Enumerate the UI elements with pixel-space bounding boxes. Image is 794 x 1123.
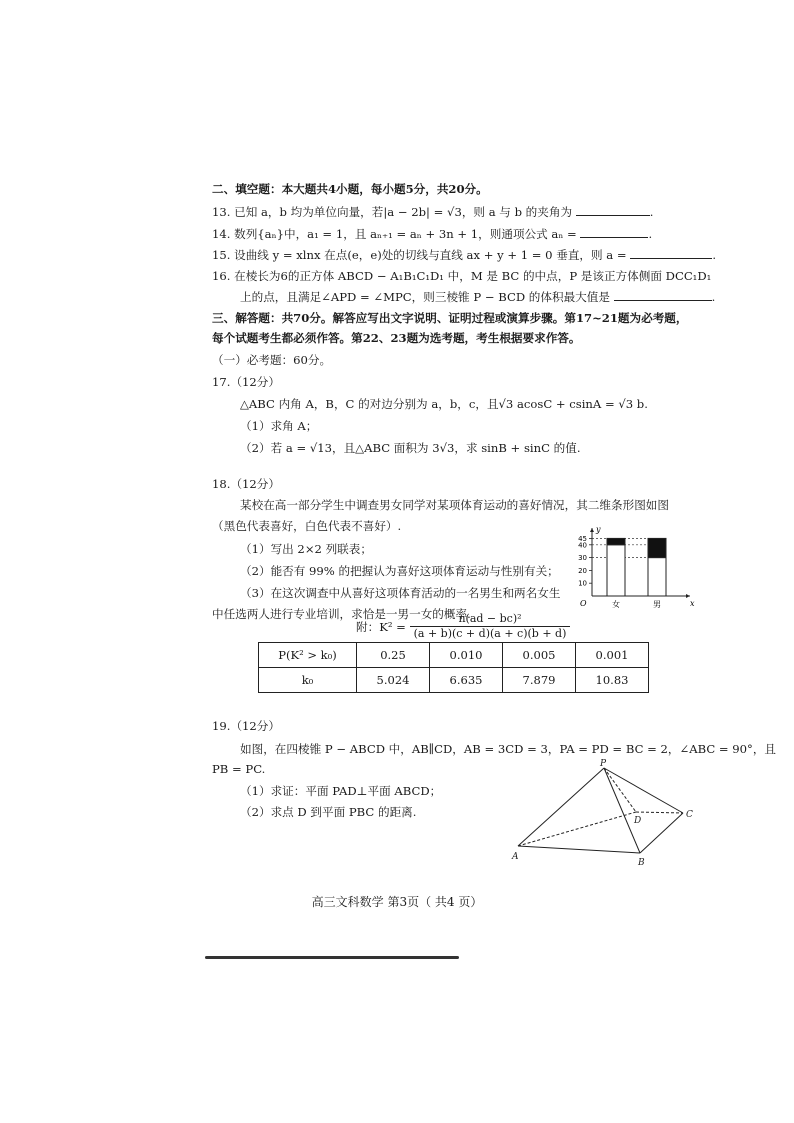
vertex-label-C: C bbox=[686, 810, 693, 820]
question-18-part3-line2: 中任选两人进行专业培训，求恰是一男一女的概率. bbox=[212, 607, 471, 621]
formula-denominator: (a + b)(c + d)(a + c)(b + d) bbox=[413, 627, 567, 640]
question-19-number: 19.（12分） bbox=[212, 719, 280, 733]
question-18-part1: （1）写出 2×2 列联表； bbox=[240, 542, 372, 556]
question-15: 15. 设曲线 y = xlnx 在点(e，e)处的切线与直线 ax + y + 1 = 0 垂直，则 a = . bbox=[212, 248, 716, 262]
bar-segment-dislike bbox=[648, 558, 666, 596]
edge-BC bbox=[640, 813, 683, 853]
section3-heading-line1: 三、解答题：共70分。解答应写出文字说明、证明过程或演算步骤。第17~21题为必考题， bbox=[212, 311, 688, 325]
x-category-label: 男 bbox=[653, 600, 661, 609]
question-18-stem-line1: 某校在高一部分学生中调查男女同学对某项体育运动的喜好情况，其二维条形图如图 bbox=[240, 498, 669, 512]
table-cell: 0.010 bbox=[430, 643, 503, 668]
table-cell: 0.25 bbox=[357, 643, 430, 668]
page-footer: 高三文科数学 第3页（ 共4 页） bbox=[311, 895, 483, 909]
section2-heading: 二、填空题：本大题共4小题，每小题5分，共20分。 bbox=[212, 182, 488, 196]
question-16-text: 上的点，且满足∠APD = ∠MPC，则三棱锥 P − BCD 的体积最大值是 bbox=[240, 290, 610, 304]
table-cell: 7.879 bbox=[503, 668, 576, 693]
question-17-stem: △ABC 内角 A，B，C 的对边分别为 a，b，c，且√3 acosC + csinA = √3 b. bbox=[240, 397, 648, 411]
question-19-part1: （1）求证：平面 PAD⊥平面 ABCD； bbox=[240, 784, 442, 798]
question-19-stem-line2: PB = PC. bbox=[212, 762, 266, 776]
table-cell: 5.024 bbox=[357, 668, 430, 693]
answer-blank-14 bbox=[580, 225, 648, 238]
bar-segment-dislike bbox=[607, 545, 625, 596]
vertex-label-B: B bbox=[638, 858, 645, 868]
vertex-label-P: P bbox=[600, 759, 607, 769]
origin-label: O bbox=[580, 599, 587, 608]
question-19-stem-line1: 如图，在四棱锥 P − ABCD 中，AB∥CD，AB = 3CD = 3，PA = PD = BC = 2，∠ABC = 90°，且 bbox=[240, 742, 777, 756]
question-16-line2: 上的点，且满足∠APD = ∠MPC，则三棱锥 P − BCD 的体积最大值是 . bbox=[240, 290, 716, 304]
y-axis-arrow bbox=[590, 528, 594, 532]
x-axis-label: x bbox=[690, 599, 695, 608]
question-18-part3-line1: （3）在这次调查中从喜好这项体育活动的一名男生和两名女生 bbox=[240, 586, 561, 600]
y-axis-label: y bbox=[596, 525, 601, 534]
table-row bbox=[259, 643, 649, 668]
question-19-part2: （2）求点 D 到平面 PBC 的距离. bbox=[240, 805, 417, 819]
table-cell: 0.005 bbox=[503, 643, 576, 668]
table-row bbox=[259, 668, 649, 693]
edge-AD bbox=[518, 812, 636, 846]
edge-PA bbox=[518, 768, 604, 846]
y-tick-label: 10 bbox=[578, 579, 587, 588]
table-header-cell: P(K² > k₀) bbox=[259, 643, 357, 668]
question-15-text: 15. 设曲线 y = xlnx 在点(e，e)处的切线与直线 ax + y + 1 = 0 垂直，则 a = bbox=[212, 248, 627, 262]
edge-DC bbox=[636, 812, 683, 813]
answer-blank-16 bbox=[614, 288, 712, 301]
question-13-text: 13. 已知 a，b 均为单位向量，若|a − 2b| = √3，则 a 与 b 的夹角为 bbox=[212, 205, 573, 219]
table-cell: 10.83 bbox=[576, 668, 649, 693]
question-17-part1: （1）求角 A； bbox=[240, 419, 318, 433]
question-18-part2: （2）能否有 99% 的把握认为喜好这项体育运动与性别有关； bbox=[240, 564, 559, 578]
question-18-stem-line2: （黑色代表喜好，白色代表不喜好）. bbox=[212, 519, 402, 533]
bar-segment-like bbox=[648, 538, 666, 557]
answer-blank-15 bbox=[630, 246, 712, 259]
question-17-number: 17.（12分） bbox=[212, 375, 280, 389]
y-tick-label: 20 bbox=[578, 566, 587, 575]
table-cell: 6.635 bbox=[430, 668, 503, 693]
question-14-text: 14. 数列{aₙ}中，a₁ = 1，且 aₙ₊₁ = aₙ + 3n + 1，则通项公式 aₙ = bbox=[212, 227, 577, 241]
question-16-line1: 16. 在棱长为6的正方体 ABCD − A₁B₁C₁D₁ 中，M 是 BC 的中点，P 是该正方体侧面 DCC₁D₁ bbox=[212, 269, 712, 283]
x-category-label: 女 bbox=[612, 600, 620, 609]
pyramid-figure bbox=[508, 758, 708, 870]
stacked-bar-chart bbox=[566, 524, 696, 610]
question-13: 13. 已知 a，b 均为单位向量，若|a − 2b| = √3，则 a 与 b 的夹角为 . bbox=[212, 205, 654, 219]
formula-fraction bbox=[410, 612, 571, 641]
answer-blank-13 bbox=[576, 203, 650, 216]
vertex-label-D: D bbox=[634, 816, 642, 826]
formula-label: 附：K² = bbox=[356, 619, 406, 634]
required-questions-label: （一）必考题：60分。 bbox=[212, 353, 332, 367]
table-header-cell: k₀ bbox=[259, 668, 357, 693]
critical-value-table bbox=[258, 642, 649, 693]
question-18-number: 18.（12分） bbox=[212, 477, 280, 491]
y-tick-label: 30 bbox=[578, 554, 587, 563]
edge-PC bbox=[604, 768, 683, 813]
table-cell: 0.001 bbox=[576, 643, 649, 668]
question-14: 14. 数列{aₙ}中，a₁ = 1，且 aₙ₊₁ = aₙ + 3n + 1，则通项公式 aₙ = . bbox=[212, 227, 653, 241]
y-tick-label: 45 bbox=[578, 534, 587, 543]
chi-square-formula bbox=[356, 612, 570, 641]
x-axis-arrow bbox=[686, 594, 690, 598]
bar-segment-like bbox=[607, 538, 625, 544]
formula-numerator: n(ad − bc)² bbox=[410, 612, 571, 627]
section3-heading-line2: 每个试题考生都必须作答。第22、23题为选考题，考生根据要求作答。 bbox=[212, 331, 581, 345]
vertex-label-A: A bbox=[512, 852, 519, 862]
edge-AB bbox=[518, 846, 640, 853]
y-tick-label: 40 bbox=[578, 541, 587, 550]
question-17-part2: （2）若 a = √13，且△ABC 面积为 3√3，求 sinB + sinC 的值. bbox=[240, 441, 581, 455]
scan-artifact-line bbox=[205, 956, 459, 959]
